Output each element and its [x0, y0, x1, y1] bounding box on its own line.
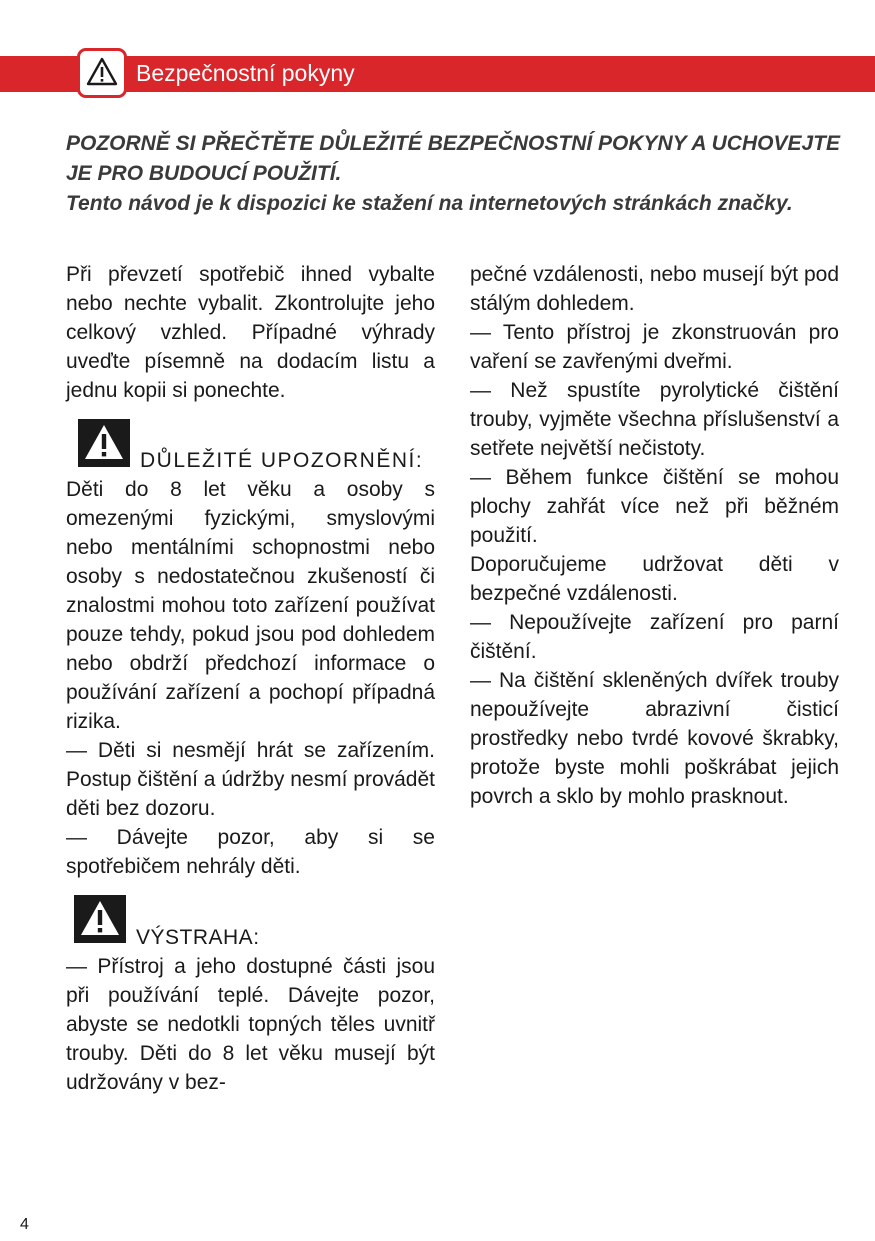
important-notice	[66, 419, 435, 881]
header-band	[0, 56, 875, 92]
intro-line-1: POZORNĚ SI PŘEČTĚTE DŮLEŽITÉ BEZPEČNOSTNÍ POKYNY A UCHOVEJTE JE PRO BUDOUCÍ POUŽITÍ.	[66, 132, 840, 185]
paragraph: — Děti si nesmějí hrát se zařízením. Postup čištění a údržby nesmí provádět děti bez dozoru.	[66, 739, 435, 820]
paragraph: — Přístroj a jeho dostupné části jsou při používání teplé. Dávejte pozor, abyste se nedotkli topných těles uvnitř trouby. Děti do 8 let věku musejí být udržovány v bez-	[66, 955, 435, 1094]
section-title: Bezpečnostní pokyny	[136, 60, 355, 86]
right-column	[470, 260, 839, 811]
warning-title: VÝSTRAHA:	[136, 926, 260, 949]
warning-icon	[74, 895, 126, 943]
paragraph: Děti do 8 let věku a osoby s omezenými fyzickými, smyslovými nebo mentálními schopnostmi nebo osoby s nedostatečnou zkušeností či znalostmi mohou toto zařízení používat pouze tehdy, pokud jsou pod dohledem nebo obdrží předchozí informace o používání zařízení a pochopí případná rizika.	[66, 478, 435, 733]
paragraph: — Dávejte pozor, aby si se spotřebičem nehrály děti.	[66, 826, 435, 878]
paragraph: pečné vzdálenosti, nebo musejí být pod stálým dohledem.	[470, 263, 839, 315]
warning-icon	[78, 419, 130, 467]
important-title: DŮLEŽITÉ UPOZORNĚNÍ:	[140, 449, 424, 472]
header-badge	[77, 48, 127, 98]
left-column	[66, 260, 435, 1097]
paragraph: Při převzetí spotřebič ihned vybalte nebo nechte vybalit. Zkontrolujte jeho celkový vzhled. Případné výhrady uveďte písemně na dodacím listu a jednu kopii si ponechte.	[66, 263, 435, 402]
paragraph: — Na čištění skleněných dvířek trouby nepoužívejte abrazivní čisticí prostředky nebo tvrdé kovové škrabky, protože byste mohli poškrábat jejich povrch a sklo by mohlo prasknout.	[470, 669, 839, 808]
paragraph: — Tento přístroj je zkonstruován pro vaření se zavřenými dveřmi.	[470, 321, 839, 373]
intro-line-2: Tento návod je k dispozici ke stažení na internetových stránkách značky.	[66, 192, 793, 215]
warning-triangle-icon	[86, 56, 118, 88]
paragraph: Doporučujeme udržovat děti v bezpečné vzdálenosti.	[470, 553, 839, 605]
paragraph: — Nepoužívejte zařízení pro parní čištění.	[470, 611, 839, 663]
intro-notice	[66, 129, 840, 219]
paragraph: — Během funkce čištění se mohou plochy zahřát více než při běžném použití.	[470, 466, 839, 547]
warning-notice	[66, 895, 435, 1097]
paragraph: — Než spustíte pyrolytické čištění trouby, vyjměte všechna příslušenství a setřete největší nečistoty.	[470, 379, 839, 460]
page-number: 4	[20, 1216, 29, 1233]
